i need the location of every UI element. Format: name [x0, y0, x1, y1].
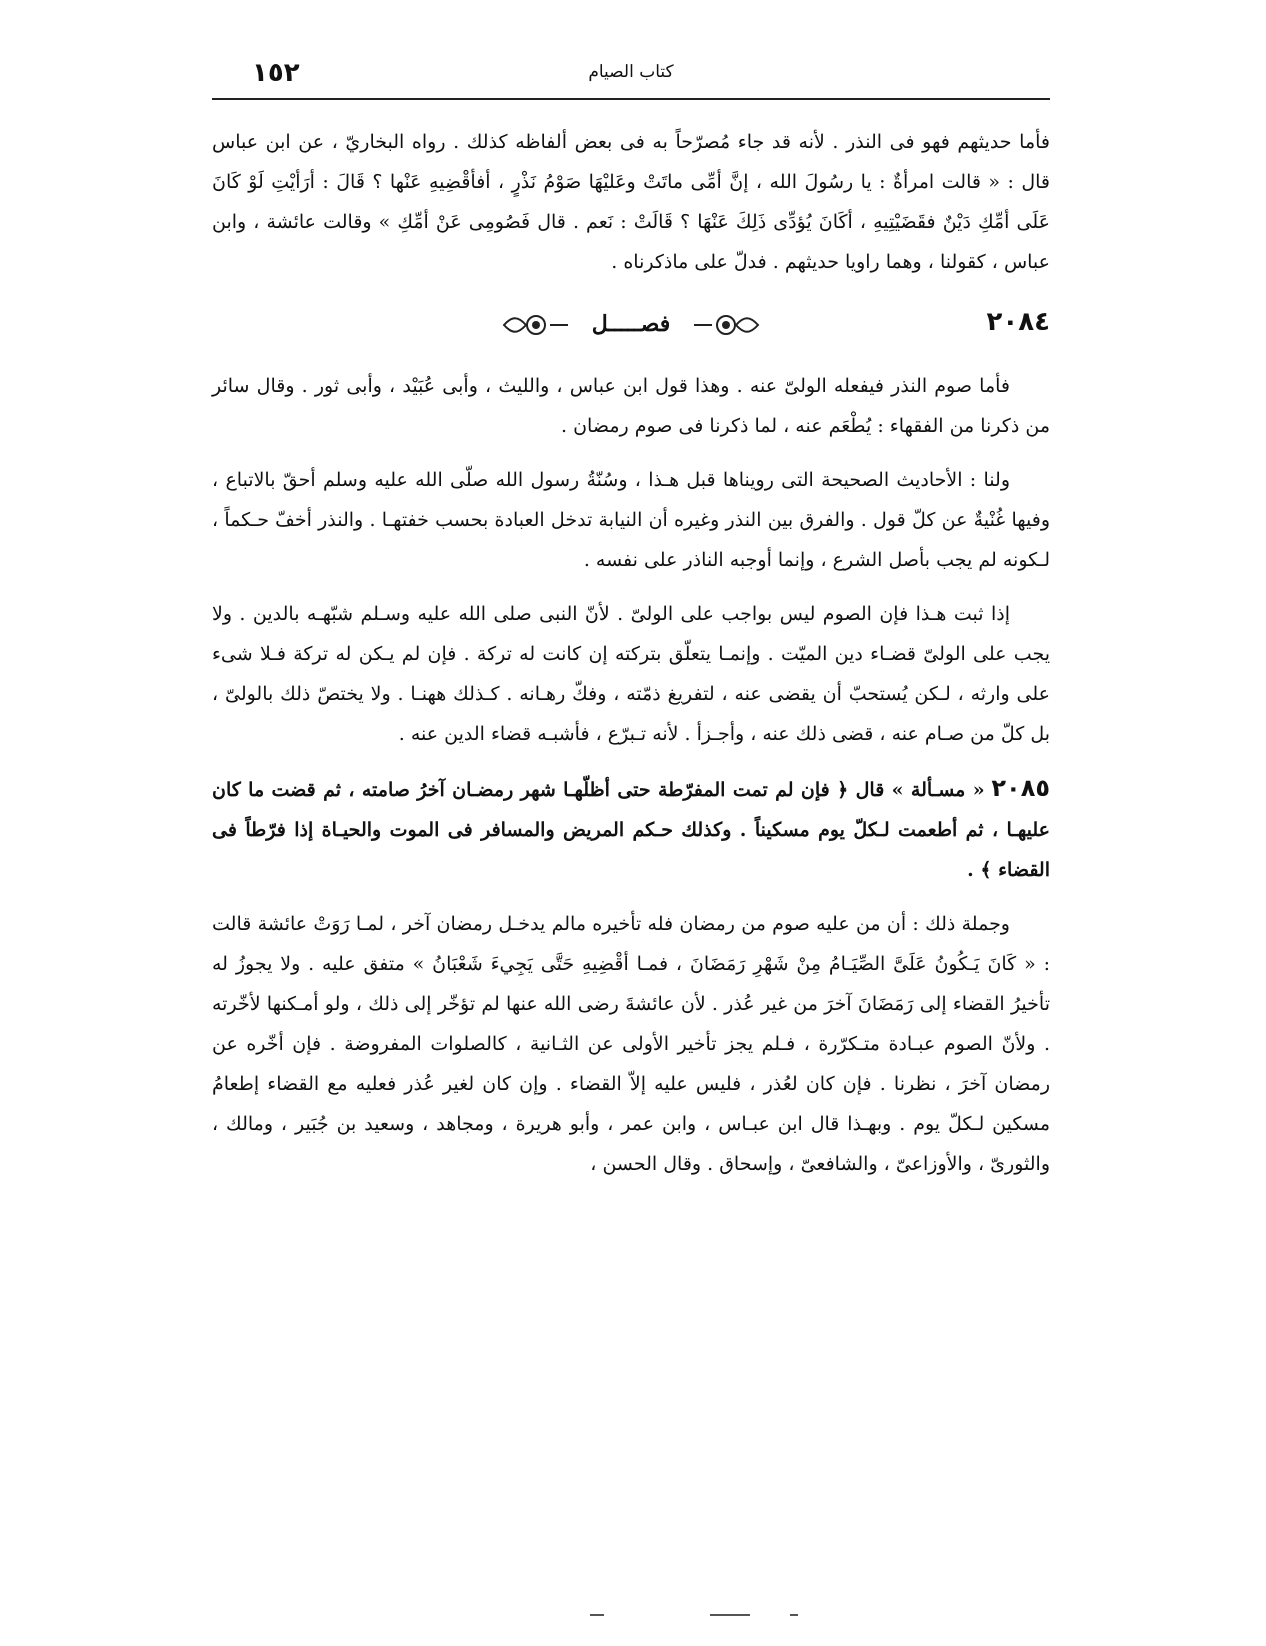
paragraph: ولنا : الأحاديث الصحيحة التى رويناها قبل هـذا ، وسُنّةُ رسول الله صلّى الله عليه وسلم أحقّ بالاتباع ، وفيها غُنْيةٌ عن كلّ قول . والفرق بين النذر وغيره أن النيابة تدخل العبادة بحسب خفتهـا . والنذر أخفّ حـكماً ، لـكونه لم يجب بأصل الشرع ، وإنما أوجبه الناذر على نفسه . [212, 469, 1051, 571]
section-title-row [212, 304, 1050, 344]
section-heading [212, 296, 1050, 352]
paragraph: فأما صوم النذر فيفعله الولىّ عنه . وهذا قول ابن عباس ، والليث ، وأبى عُبَيْد ، وأبى ثور . وقال سائر من ذكرنا من الفقهاء : يُطْعَم عنه ، لما ذكرنا فى صوم رمضان . [212, 375, 1050, 437]
running-title: كتاب الصيام [588, 62, 674, 82]
footer-mark [710, 1614, 750, 1616]
ornament-icon [500, 312, 570, 338]
paragraph: وجملة ذلك : أن من عليه صوم من رمضان فله تأخيره مالم يدخـل رمضان آخر ، لمـا رَوَتْ عائشة قالت : « كَانَ يَـكُونُ عَلَىَّ الصِّيَـامُ مِنْ شَهْرِ رَمَضَانَ ، فمـا أقْضِيهِ حَتَّى يَجِيءَ شَعْبَانُ » متفق عليه . ولا يجوزُ له تأخيرُ القضاء إلى رَمَضَانَ آخرَ من غير عُذر . لأن عائشةَ رضى الله عنها لم تؤخّر إلى ذلك ، ولو أمـكنها لأخّرته . ولأنّ الصوم عبـادة متـكرّرة ، فـلم يجز تأخير الأولى عن الثـانية ، كالصلوات المفروضة . فإن أخّره عن رمضان آخرَ ، نظرنا . فإن كان لعُذر ، فليس عليه إلاّ القضاء . وإن كان لغير عُذر فعليه مع القضاء إطعامُ مسكين لـكلّ يوم . وبهـذا قال ابن عبـاس ، وابن عمر ، وأبو هريرة ، ومجاهد ، وسعيد بن جُبَير ، ومالك ، والثورىّ ، والأوزاعىّ ، والشافعىّ ، وإسحاق . وقال الحسن ، [212, 913, 1050, 1175]
page-header [212, 52, 1050, 100]
masala-text: « مسـألة » قال ﴿ فإن لم تمت المفرّطة حتى أظلّهـا شهر رمضـان آخرُ صامته ، ثم قضت ما كان عليهـا ، ثم أطعمت لـكلّ يوم مسكيناً . وكذلك حـكم المريض والمسافر فى الموت والحيـاة إذا فرّطاً فى القضاء ﴾ . [212, 779, 1050, 881]
header-rule [212, 98, 1050, 100]
paragraph: فأما حديثهم فهو فى النذر . لأنه قد جاء مُصرّحاً به فى بعض ألفاظه كذلك . رواه البخاريّ ، عن ابن عباس قال : « قالت امرأةٌ : يا رسُولَ الله ، إنَّ أمِّى ماتَتْ وعَليْهَا صَوْمُ نَذْرٍ ، أفأقْضِيهِ عَنْها ؟ قَالَ : أرَأيْتِ لَوْ كَانَ عَلَى أمِّكِ دَيْنٌ فقَضَيْتِيهِ ، أكَانَ يُؤدِّى ذَلِكَ عَنْهَا ؟ قَالَتْ : نَعم . قال فَصُومِى عَنْ أمِّكِ » وقالت عائشة ، وابن عباس ، كقولنا ، وهما راويا حديثهم . فدلّ على ماذكرناه . [212, 131, 1050, 273]
masala-number: ٢٠٨٥ [991, 774, 1050, 802]
page-number: ١٥٢ [252, 58, 300, 88]
body-text [212, 122, 1050, 1198]
footer-mark [590, 1614, 604, 1616]
paragraph: إذا ثبت هـذا فإن الصوم ليس بواجب على الولىّ . لأنّ النبى صلى الله عليه وسـلم شبّهـه بالدين . ولا يجب على الولىّ قضـاء دين الميّت . وإنمـا يتعلّق بتركته إن كانت له تركة . فإن لم يـكن له تركة فـلا شىء على وارثه ، لـكن يُستحبّ أن يقضى عنه ، لتفريغ ذمّته ، وفكّ رهـانه . كـذلك ههنـا . ولا يختصّ ذلك بالولىّ ، بل كلّ من صـام عنه ، قضى ذلك عنه ، وأجـزأ . لأنه تـبرّع ، فأشبـه قضاء الدين عنه . [212, 603, 1050, 745]
footer-marks [590, 1614, 810, 1620]
masala-paragraph [212, 768, 1050, 890]
ornament-icon [692, 312, 762, 338]
footer-mark [790, 1614, 798, 1616]
section-title: فصـــــل [591, 311, 671, 337]
section-number: ٢٠٨٤ [986, 307, 1050, 337]
